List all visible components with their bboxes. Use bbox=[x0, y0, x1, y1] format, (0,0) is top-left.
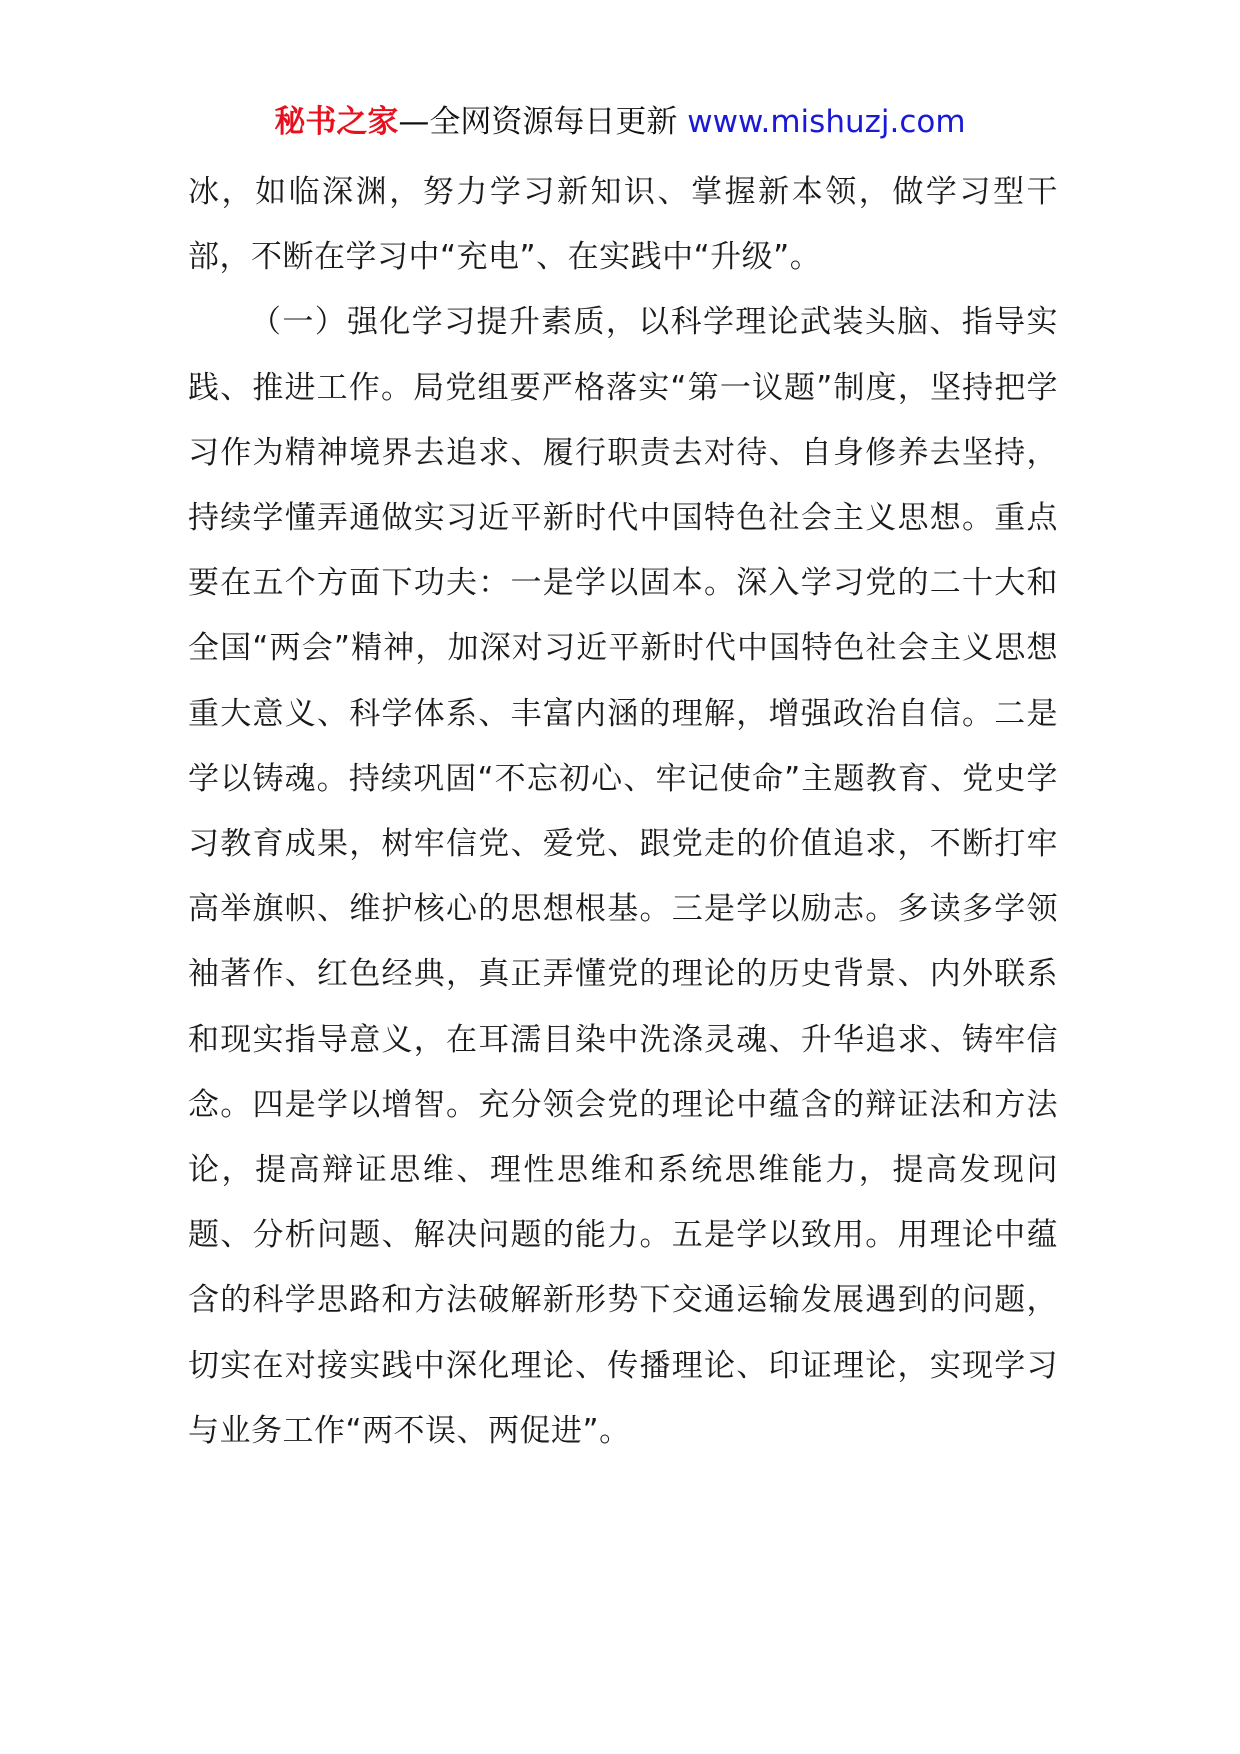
page-header bbox=[0, 100, 1240, 144]
brand-name: 秘书之家 bbox=[274, 104, 399, 140]
header-tagline: —全网资源每日更新 bbox=[398, 104, 688, 140]
paragraph-continuation: 冰，如临深渊，努力学习新知识、掌握新本领，做学习型干部，不断在学习中“充电”、在实践中“升级”。 bbox=[188, 174, 1058, 276]
paragraph-section-one: （一）强化学习提升素质，以科学理论武装头脑、指导实践、推进工作。局党组要严格落实“第一议题”制度，坚持把学习作为精神境界去追求、履行职责去对待、自身修养去坚持，持续学懂弄通做实习近平新时代中国特色社会主义思想。重点要在五个方面下功夫：一是学以固本。深入学习党的二十大和全国“两会”精神，加深对习近平新时代中国特色社会主义思想重大意义、科学体系、丰富内涵的理解，增强政治自信。二是学以铸魂。持续巩固“不忘初心、牢记使命”主题教育、党史学习教育成果，树牢信党、爱党、跟党走的价值追求，不断打牢高举旗帜、维护核心的思想根基。三是学以励志。多读多学领袖著作、红色经典，真正弄懂党的理论的历史背景、内外联系和现实指导意义，在耳濡目染中洗涤灵魂、升华追求、铸牢信念。四是学以增智。充分领会党的理论中蕴含的辩证法和方法论，提高辩证思维、理性思维和系统思维能力，提高发现问题、分析问题、解决问题的能力。五是学以致用。用理论中蕴含的科学思路和方法破解新形势下交通运输发展遇到的问题，切实在对接实践中深化理论、传播理论、印证理论，实现学习与业务工作“两不误、两促进”。 bbox=[188, 304, 1058, 1449]
site-url-link[interactable]: www.mishuzj.com bbox=[687, 104, 966, 140]
document-body bbox=[188, 160, 1058, 1464]
